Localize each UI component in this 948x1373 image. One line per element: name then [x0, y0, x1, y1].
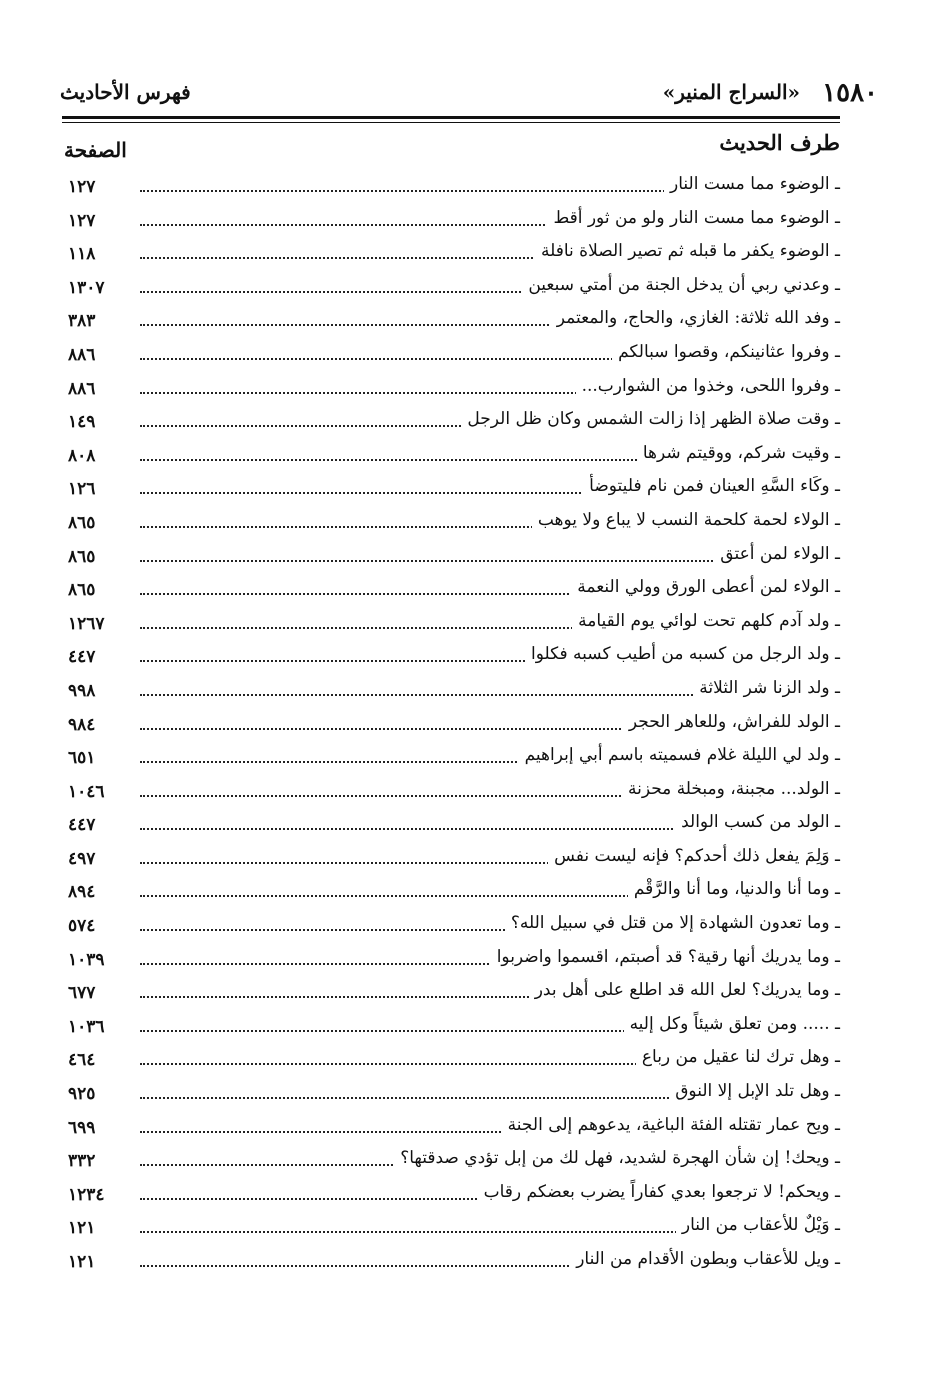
hadith-text: ـ وهل ترك لنا عقيل من رباع — [636, 1047, 840, 1067]
hadith-text: ـ الوضوء مما مست النار ولو من ثور أقط — [547, 208, 840, 228]
index-entry — [62, 1213, 840, 1247]
index-entry — [62, 877, 840, 911]
page-ref: ٣٣٢ — [68, 1151, 96, 1172]
index-entry — [62, 1079, 840, 1113]
hadith-text: ـ ويل للأعقاب وبطون الأقدام من النار — [570, 1249, 840, 1269]
index-entry — [62, 978, 840, 1012]
hadith-text: ـ وفروا عثانينكم، وقصوا سبالكم — [612, 342, 840, 362]
index-entry — [62, 1180, 840, 1214]
hadith-text: ـ الوضوء مما مست النار — [664, 174, 840, 194]
hadith-text: ـ وما يدريك أنها رقية؟ قد أصبتم، اقسموا واضربوا — [491, 947, 840, 967]
hadith-text: ـ وفد الله ثلاثة: الغازي، والحاج، والمعتمر — [551, 308, 840, 328]
hadith-text: ـ الولد... مجبنة، ومبخلة محزنة — [622, 779, 840, 799]
index-entry — [62, 239, 840, 273]
page-ref: ١٢١ — [68, 1252, 96, 1272]
index-entry — [62, 407, 840, 441]
hadith-text: ـ ..... ومن تعلق شيئاً وكل إليه — [624, 1014, 840, 1034]
page-ref: ١٢٦٧ — [68, 613, 105, 634]
book-title: «السراج المنير» — [662, 80, 800, 104]
index-entry — [62, 542, 840, 576]
hadith-text: ـ الولد من كسب الوالد — [675, 812, 840, 832]
hadith-text: ـ وقيت شركم، ووقيتم شرها — [637, 443, 840, 463]
index-entry — [62, 676, 840, 710]
hadith-text: ـ الولد للفراش، وللعاهر الحجر — [623, 712, 840, 732]
page-ref: ٦٧٧ — [68, 983, 96, 1004]
page-ref: ٨٦٥ — [68, 580, 96, 601]
hadith-text: ـ ولد لي الليلة غلام فسميته باسم أبي إبراهيم — [519, 745, 840, 765]
index-entry — [62, 1012, 840, 1046]
hadith-text: ـ ولد الرجل من كسبه من أطيب كسبه فكلوا — [525, 644, 840, 664]
page-ref: ١٤٩ — [68, 412, 96, 433]
index-entry — [62, 206, 840, 240]
hadith-text: ـ ويحك! إن شأن الهجرة لشديد، فهل لك من إبل تؤدي صدقتها؟ — [394, 1148, 840, 1168]
page-ref: ١٢٧ — [68, 177, 96, 197]
index-entry — [62, 1247, 840, 1281]
index-entry — [62, 508, 840, 542]
page-ref: ٦٥١ — [68, 748, 96, 769]
hadith-text: ـ ويحكم! لا ترجعوا بعدي كفاراً يضرب بعضكم رقاب — [478, 1182, 840, 1202]
page-ref: ٤٤٧ — [68, 815, 96, 836]
page-ref: ١٢٧ — [68, 210, 96, 231]
index-entry — [62, 810, 840, 844]
page-ref: ١٠٤٦ — [68, 781, 105, 802]
header-rule-thick — [62, 116, 840, 119]
index-entry — [62, 575, 840, 609]
index-entry — [62, 844, 840, 878]
index-entry — [62, 609, 840, 643]
hadith-text: ـ وما يدريك؟ لعل الله قد اطلع على أهل بدر — [529, 980, 840, 1000]
index-entry — [62, 306, 840, 340]
page-ref: ١٢٣٤ — [68, 1184, 105, 1205]
index-entry — [62, 743, 840, 777]
page-ref: ٣٨٣ — [68, 311, 96, 332]
hadith-text: ـ وقت صلاة الظهر إذا زالت الشمس وكان ظل الرجل — [461, 409, 840, 429]
page-ref: ١٢١ — [68, 1218, 96, 1239]
header-rule-thin — [62, 122, 840, 123]
hadith-text: ـ وكَاء السَّهِ العينان فمن نام فليتوضأ — [583, 476, 840, 496]
hadith-index-list — [62, 172, 840, 1281]
column-headers — [62, 130, 840, 166]
hadith-text: ـ الوضوء يكفر ما قبله ثم تصير الصلاة نافلة — [535, 241, 840, 261]
page-ref: ٨٦٥ — [68, 546, 96, 567]
index-entry — [62, 710, 840, 744]
page-ref: ٤٩٧ — [68, 848, 96, 869]
index-entry — [62, 474, 840, 508]
page-ref: ١١٨ — [68, 244, 96, 265]
page-ref: ٩٢٥ — [68, 1084, 96, 1105]
hadith-text: ـ وما تعدون الشهادة إلا من قتل في سبيل الله؟ — [505, 913, 840, 933]
column-header-page: الصفحة — [64, 138, 127, 162]
page-ref: ٩٩٨ — [68, 680, 96, 701]
index-entry — [62, 340, 840, 374]
hadith-text: ـ الولاء لمن أعتق — [714, 544, 840, 564]
page-ref: ١٠٣٩ — [68, 949, 105, 970]
hadith-text: ـ ولد آدم كلهم تحت لوائي يوم القيامة — [572, 611, 840, 631]
page-ref: ١٢٦ — [68, 479, 96, 500]
page-ref: ١٠٣٦ — [68, 1016, 105, 1037]
page-ref: ٨٦٥ — [68, 512, 96, 533]
index-entry — [62, 911, 840, 945]
page-ref: ٨٩٤ — [68, 882, 96, 903]
index-entry — [62, 374, 840, 408]
hadith-text: ـ وما أنا والدنيا، وما أنا والرَّقْم — [628, 879, 840, 899]
index-entry — [62, 172, 840, 206]
page-ref: ٥٧٤ — [68, 916, 96, 937]
hadith-text: ـ وَيْلٌ للأعقاب من النار — [676, 1215, 840, 1235]
running-header — [60, 78, 878, 114]
hadith-text: ـ الولاء لمن أعطى الورق وولي النعمة — [571, 577, 840, 597]
index-entry — [62, 945, 840, 979]
hadith-text: ـ وفروا اللحى، وخذوا من الشوارب... — [576, 376, 840, 396]
page-ref: ٨٨٦ — [68, 378, 96, 399]
index-entry — [62, 1146, 840, 1180]
index-entry — [62, 642, 840, 676]
index-entry — [62, 777, 840, 811]
section-title: فهرس الأحاديث — [60, 80, 191, 104]
page-ref: ١٣٠٧ — [68, 277, 105, 298]
page-ref: ٦٩٩ — [68, 1117, 96, 1138]
index-entry — [62, 441, 840, 475]
page-ref: ٤٤٧ — [68, 647, 96, 668]
column-header-hadith: طرف الحديث — [719, 130, 840, 155]
page-ref: ٨٠٨ — [68, 445, 96, 466]
hadith-text: ـ الولاء لحمة كلحمة النسب لا يباع ولا يوهب — [532, 510, 840, 530]
index-entry — [62, 1045, 840, 1079]
page-ref: ٨٨٦ — [68, 344, 96, 365]
index-entry — [62, 273, 840, 307]
page-ref: ٤٦٤ — [68, 1050, 96, 1071]
index-entry — [62, 1113, 840, 1147]
hadith-text: ـ وهل تلد الإبل إلا النوق — [669, 1081, 840, 1101]
hadith-text: ـ وَلِمَ يفعل ذلك أحدكم؟ فإنه ليست نفس — [548, 846, 840, 866]
hadith-text: ـ ويح عمار تقتله الفئة الباغية، يدعوهم إلى الجنة — [502, 1115, 840, 1135]
page-ref: ٩٨٤ — [68, 714, 96, 735]
hadith-text: ـ ولد الزنا شر الثلاثة — [693, 678, 840, 698]
hadith-text: ـ وعدني ربي أن يدخل الجنة من أمتي سبعين — [522, 275, 840, 295]
page-number: ١٥٨٠ — [822, 78, 878, 108]
